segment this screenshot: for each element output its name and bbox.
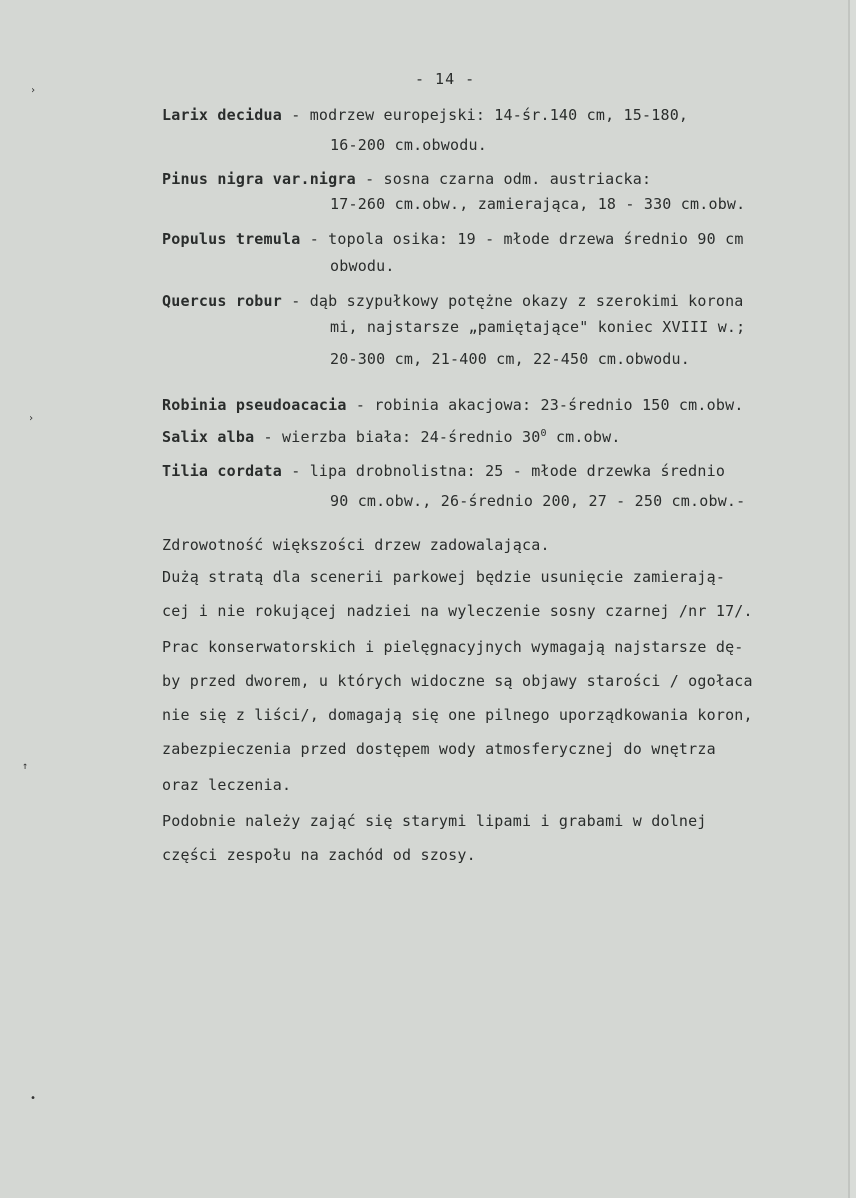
species-description: - wierzba biała: 24-średnio 30 (263, 428, 541, 446)
species-name: Populus tremula (162, 230, 301, 248)
paragraph-line: cej i nie rokującej nadziei na wyleczenie sosny czarnej /nr 17/. (162, 602, 753, 620)
punch-mark: › (30, 85, 37, 96)
paragraph-line: nie się z liści/, domagają się one pilnego uporządkowania koron, (162, 706, 753, 724)
paragraph-line: oraz leczenia. (162, 776, 292, 794)
punch-mark: ↑ (22, 761, 29, 772)
species-description-cont: 16-200 cm.obwodu. (330, 136, 487, 154)
species-name: Tilia cordata (162, 462, 282, 480)
species-entry-populus (162, 230, 744, 248)
paragraph-line: by przed dworem, u których widoczne są objawy starości / ogołaca (162, 672, 753, 690)
species-description: - topola osika: 19 - młode drzewa średnio 90 cm (309, 230, 744, 248)
species-description-cont: mi, najstarsze „pamiętające" koniec XVIII w.; (330, 318, 746, 336)
paragraph-line: Zdrowotność większości drzew zadowalająca. (162, 536, 550, 554)
species-description: - robinia akacjowa: 23-średnio 150 cm.obw. (355, 396, 744, 414)
species-description: - modrzew europejski: 14-śr.140 cm, 15-180, (291, 106, 689, 124)
species-description: - sosna czarna odm. austriacka: (365, 170, 652, 188)
species-entry-tilia (162, 462, 725, 480)
species-description: - lipa drobnolistna: 25 - młode drzewka średnio (291, 462, 726, 480)
species-description-cont: obwodu. (330, 257, 395, 275)
species-description: - dąb szypułkowy potężne okazy z szerokimi korona (291, 292, 744, 310)
paragraph-line: zabezpieczenia przed dostępem wody atmosferycznej do wnętrza (162, 740, 716, 758)
paragraph-line: Dużą stratą dla scenerii parkowej będzie usunięcie zamierają- (162, 568, 726, 586)
punch-mark: › (28, 413, 35, 424)
paragraph-line: Podobnie należy zająć się starymi lipami i grabami w dolnej (162, 812, 707, 830)
punch-mark: • (30, 1093, 37, 1104)
species-name: Pinus nigra var.nigra (162, 170, 356, 188)
paragraph-line: Prac konserwatorskich i pielęgnacyjnych wymagają najstarsze dę- (162, 638, 744, 656)
page-number: - 14 - (415, 70, 476, 88)
species-entry-salix (162, 428, 621, 446)
species-description-end: cm.obw. (546, 428, 621, 446)
species-entry-larix (162, 106, 688, 124)
species-description-cont: 90 cm.obw., 26-średnio 200, 27 - 250 cm.obw.- (330, 492, 746, 510)
superscript: 0 (540, 428, 547, 439)
species-name: Robinia pseudoacacia (162, 396, 347, 414)
species-entry-pinus (162, 170, 651, 188)
species-name: Salix alba (162, 428, 255, 446)
species-name: Larix decidua (162, 106, 282, 124)
species-name: Quercus robur (162, 292, 282, 310)
species-description-cont: 17-260 cm.obw., zamierająca, 18 - 330 cm.obw. (330, 195, 746, 213)
paragraph-line: części zespołu na zachód od szosy. (162, 846, 476, 864)
species-entry-quercus (162, 292, 744, 310)
species-entry-robinia (162, 396, 744, 414)
species-description-cont: 20-300 cm, 21-400 cm, 22-450 cm.obwodu. (330, 350, 690, 368)
